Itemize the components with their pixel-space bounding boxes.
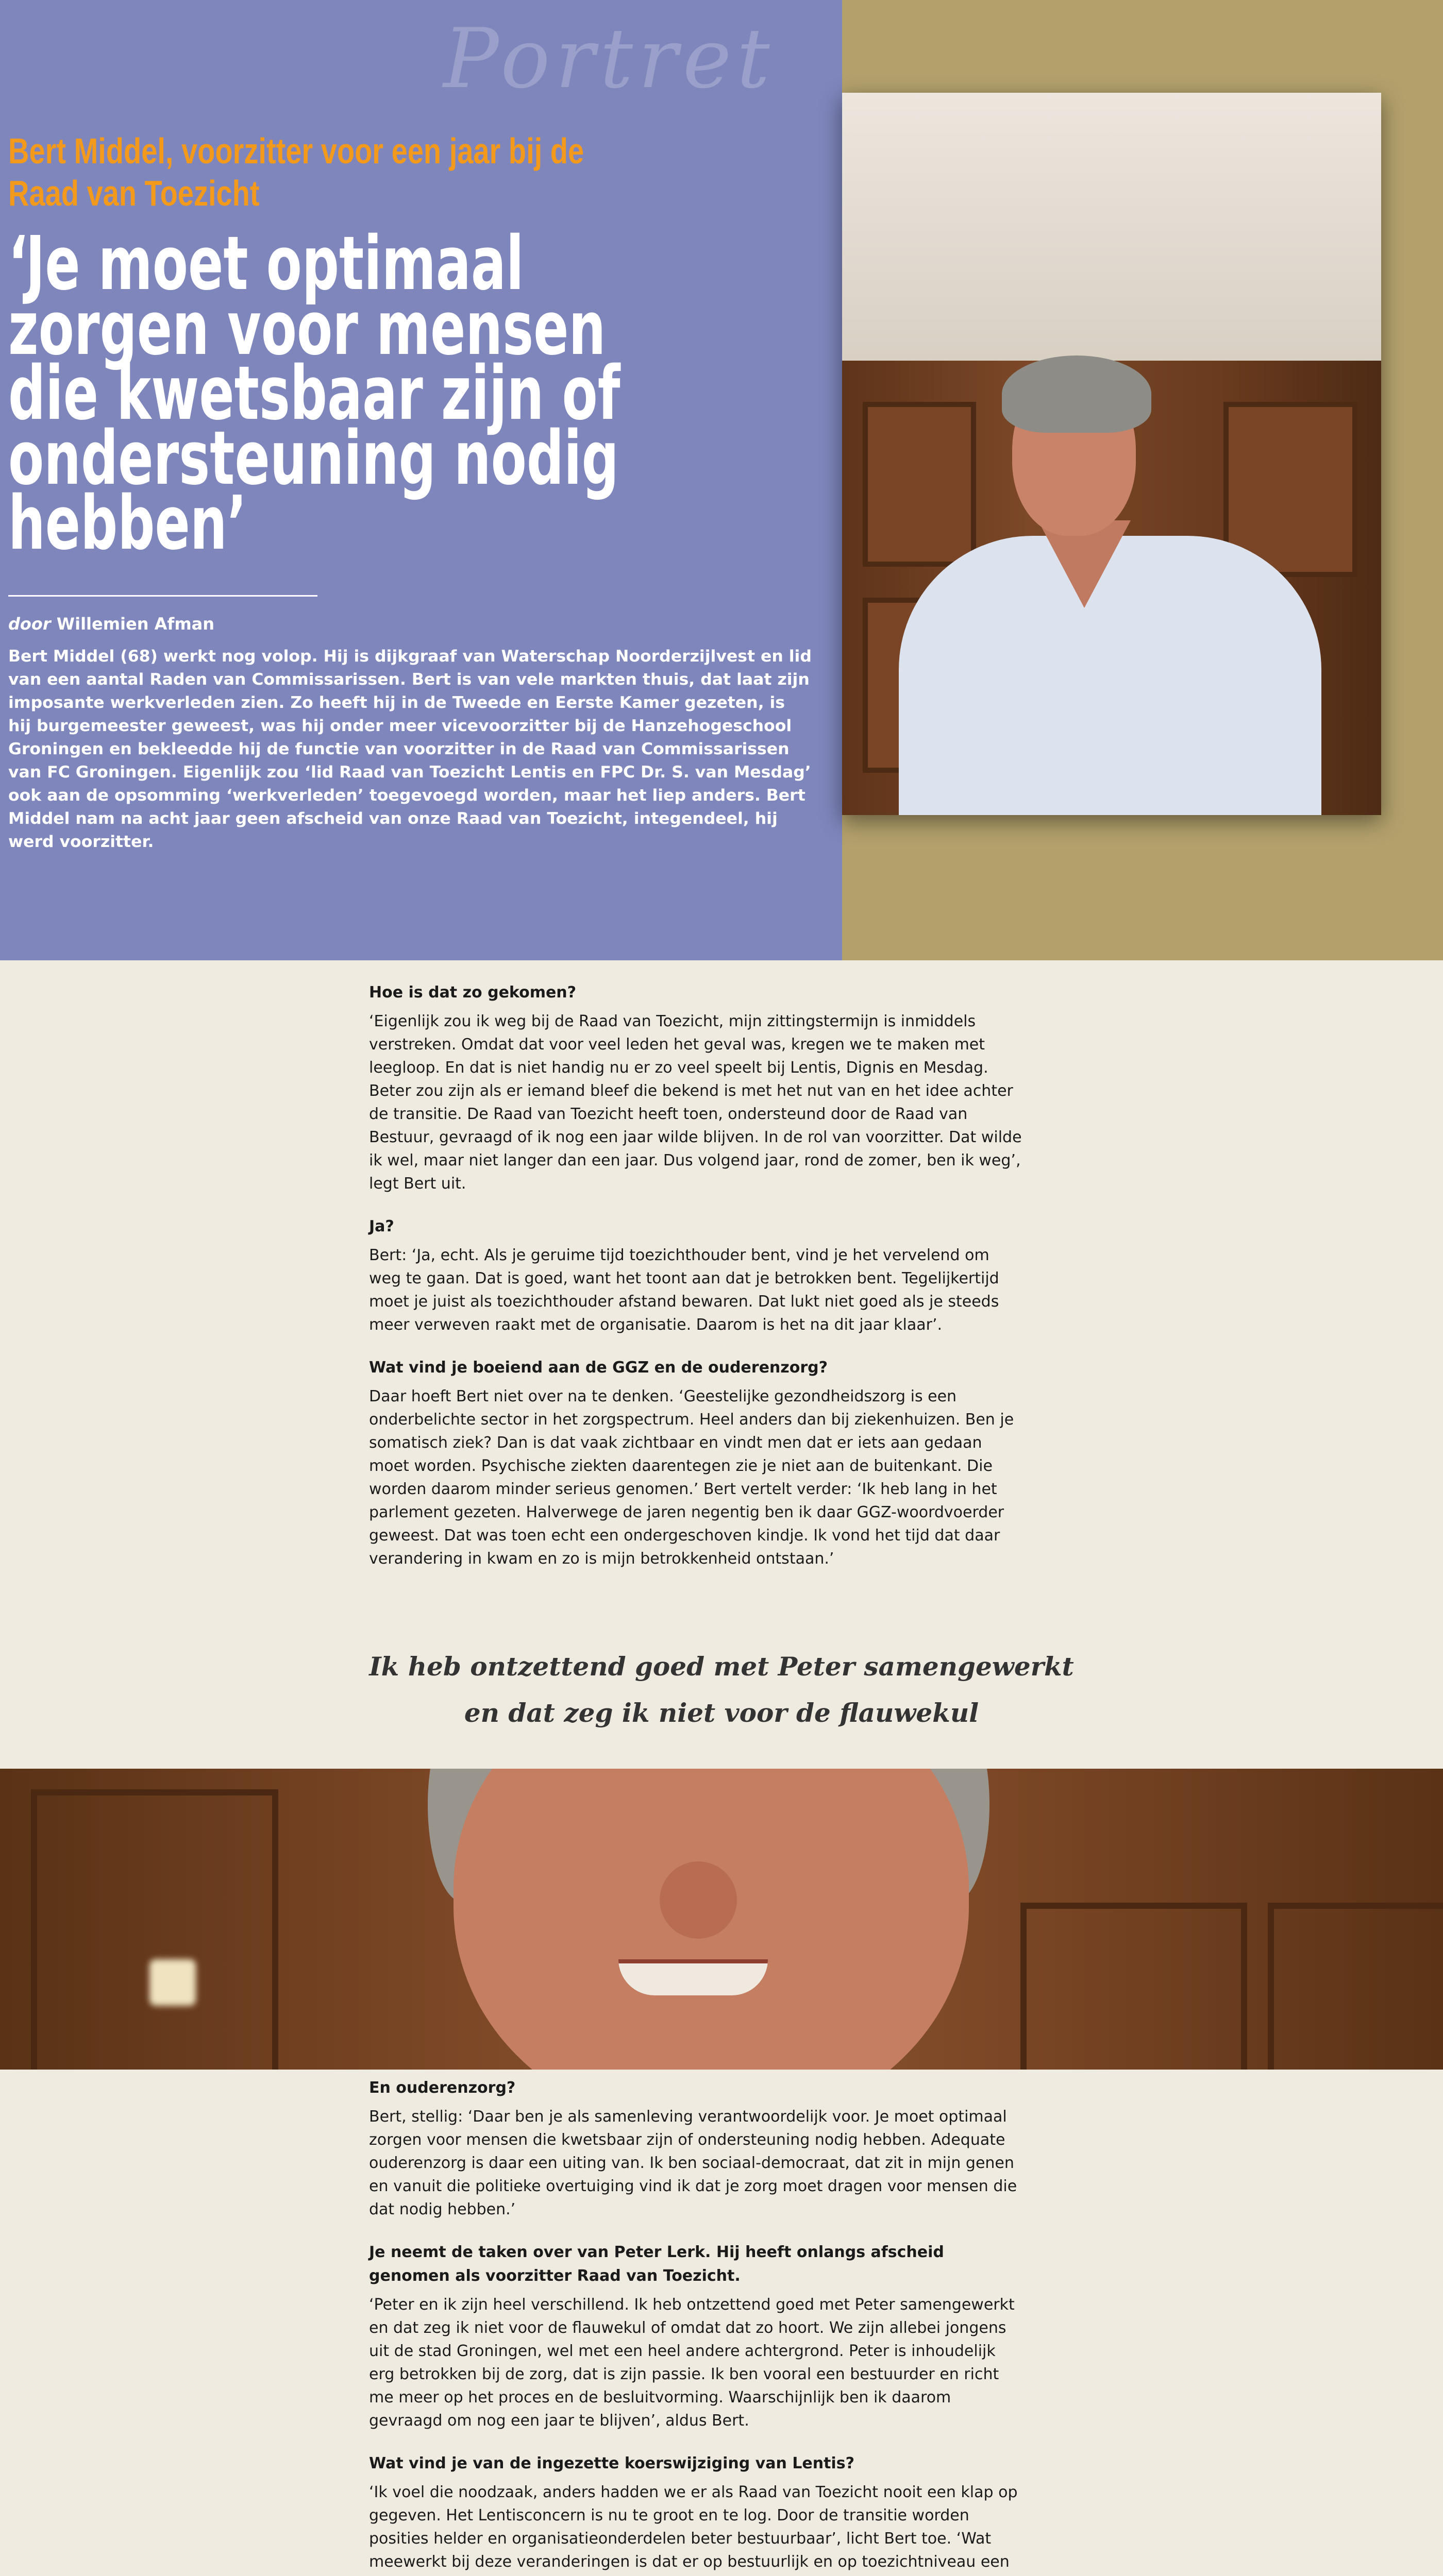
- pull-quote-line: en dat zeg ik niet voor de flauwekul: [464, 1698, 979, 1728]
- interview-question: Je neemt de taken over van Peter Lerk. Hij heeft onlangs afscheid genomen als voorzitter Raad van Toezicht.: [369, 2243, 944, 2285]
- qa-block: [369, 981, 1023, 1195]
- interview-question: Ja?: [369, 1217, 394, 1235]
- photo-light: [149, 1959, 196, 2006]
- section-label: Portret: [443, 10, 775, 107]
- qa-block: [369, 2452, 1023, 2576]
- photo-wood-panel: [31, 1789, 278, 2070]
- interview-question: En ouderenzorg?: [369, 2079, 516, 2097]
- photo-wood-panel: [1020, 1903, 1247, 2070]
- interview-answer: Bert: ‘Ja, echt. Als je geruime tijd toezichthouder bent, vind je het vervelend om weg te gaan. Dat is goed, want het toont aan dat je betrokken bent. Tegelijkertijd moet je juist als toezichthouder afstand bewaren. Dat lukt niet goed als je steeds meer verweven raakt met de organisatie. Daarom is het na dit jaar klaar’.: [369, 1246, 999, 1334]
- qa-block: [369, 1356, 1023, 1570]
- interview-question: Wat vind je van de ingezette koerswijziging van Lentis?: [369, 2454, 854, 2472]
- hero-text-panel: [0, 0, 842, 960]
- qa-block: [369, 2076, 1023, 2221]
- interview-question: Wat vind je boeiend aan de GGZ en de ouderenzorg?: [369, 1359, 828, 1377]
- photo-wall: [842, 93, 1381, 361]
- article-body-part-two: [369, 2076, 1023, 2576]
- photo-wood-panel: [863, 402, 976, 567]
- byline-prefix: door: [8, 614, 51, 634]
- photo-hair: [1002, 355, 1151, 433]
- article-intro: Bert Middel (68) werkt nog volop. Hij is dijkgraaf van Waterschap Noorderzijlvest en lid van een aantal Raden van Commissarissen. Bert is van vele markten thuis, dat laat zijn imposante werkverleden zien. Zo heeft hij in de Tweede en Eerste Kamer gezeten, is hij burgemeester geweest, was hij onder meer vicevoorzitter bij de Hanzehogeschool Groningen en bekleedde hij de functie van voorzitter in de Raad van Commissarissen van FC Groningen. Eigenlijk zou ‘lid Raad van Toezicht Lentis en FPC Dr. S. van Mesdag’ ook aan de opsomming ‘werkverleden’ toegevoegd worden, maar het liep anders. Bert Middel nam na acht jaar geen afscheid van onze Raad van Toezicht, integendeel, hij werd voorzitter.: [8, 647, 812, 851]
- interview-answer: ‘Ik voel die noodzaak, anders hadden we er als Raad van Toezicht nooit een klap op gegeven. Het Lentisconcern is nu te groot en te log. Door de transitie worden posities helder en organisatieonderdelen beter bestuurbaar’, licht Bert toe. ‘Wat meewerkt bij deze veranderingen is dat er op bestuurlijk en op toezichtniveau een: [369, 2483, 1018, 2571]
- interview-answer: ‘Eigenlijk zou ik weg bij de Raad van Toezicht, mijn zittingstermijn is inmiddels verstreken. Omdat dat voor veel leden het geval was, kregen we te maken met leegloop. En dat is niet handig nu er zo veel speelt bij Lentis, Dignis en Mesdag. Beter zou zijn als er iemand bleef die bekend is met het nut van en het idee achter de transitie. De Raad van Toezicht heeft toen, ondersteund door de Raad van Bestuur, gevraagd of ik nog een jaar wilde blijven. In de rol van voorzitter. Dat wilde ik wel, maar niet langer dan een jaar. Dus volgend jaar, rond de zomer, ben ik weg’, legt Bert uit.: [369, 1012, 1022, 1193]
- photo-wood-panel: [1268, 1903, 1443, 2070]
- byline: [8, 614, 214, 634]
- qa-block: [369, 1215, 1023, 1336]
- closeup-photo: [0, 1769, 1443, 2070]
- article-headline: ‘Je moet optimaal zorgen voor mensen die kwetsbaar zijn of ondersteuning nodig hebben’: [8, 220, 620, 566]
- byline-author: Willemien Afman: [56, 614, 215, 634]
- photo-shirt: [899, 536, 1321, 815]
- hero-section: [0, 0, 1443, 960]
- divider: [8, 595, 317, 597]
- pull-quote: [0, 1643, 1443, 1736]
- photo-nose: [660, 1861, 737, 1939]
- photo-smile: [618, 1959, 768, 1995]
- interview-answer: ‘Peter en ik zijn heel verschillend. Ik heb ontzettend goed met Peter samengewerkt en dat zeg ik niet voor de flauwekul of omdat dat zo hoort. We zijn allebei jongens uit de stad Groningen, wel met een heel andere achtergrond. Peter is inhoudelijk erg betrokken bij de zorg, dat is zijn passie. Ik ben vooral een bestuurder en richt me meer op het proces en de besluitvorming. Waarschijnlijk ben ik daarom gevraagd om nog een jaar te blijven’, aldus Bert.: [369, 2296, 1015, 2430]
- article-kicker: Bert Middel, voorzitter voor een jaar bij de Raad van Toezicht: [8, 131, 584, 213]
- interview-answer: Bert, stellig: ‘Daar ben je als samenleving verantwoordelijk voor. Je moet optimaal zorgen voor mensen die kwetsbaar zijn of ondersteuning nodig hebben. Adequate ouderenzorg is daar een uiting van. Ik ben sociaal-democraat, dat zit in mijn genen en vanuit die politieke overtuiging vind ik dat je zorg moet dragen voor mensen die dat nodig hebben.’: [369, 2108, 1017, 2218]
- qa-block: [369, 2241, 1023, 2432]
- pull-quote-line: Ik heb ontzettend goed met Peter samengewerkt: [369, 1651, 1074, 1682]
- portrait-photo: [842, 93, 1381, 815]
- article-body-part-one: [369, 981, 1023, 1570]
- interview-answer: Daar hoeft Bert niet over na te denken. ‘Geestelijke gezondheidszorg is een onderbelichte sector in het zorgspectrum. Heel anders dan bij ziekenhuizen. Ben je somatisch ziek? Dan is dat vaak zichtbaar en vindt men dat er iets aan gedaan moet worden. Psychische ziekten daarentegen zie je niet aan de buitenkant. Die worden daarom minder serieus genomen.’ Bert vertelt verder: ‘Ik heb lang in het parlement gezeten. Halverwege de jaren negentig ben ik daar GGZ-woordvoerder geweest. Dat was toen echt een ondergeschoven kindje. Ik vond het tijd dat daar verandering in kwam en zo is mijn betrokkenheid ontstaan.’: [369, 1387, 1014, 1568]
- interview-question: Hoe is dat zo gekomen?: [369, 984, 577, 1002]
